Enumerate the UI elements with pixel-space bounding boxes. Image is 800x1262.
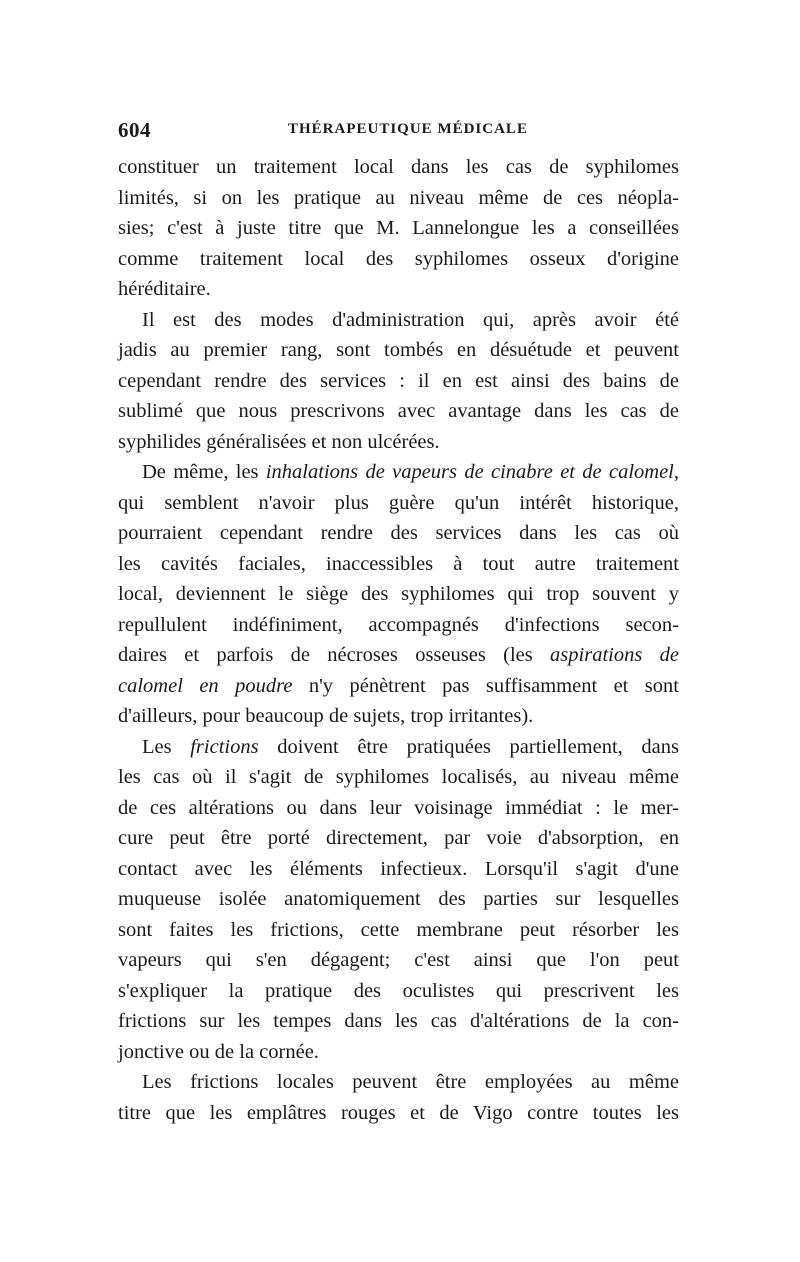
paragraph-start-line: Les frictions doivent être pratiquées partiellement, dans: [142, 735, 679, 758]
paragraph-start-line: Il est des modes d'administration qui, après avoir été: [142, 308, 679, 331]
text-line: frictions sur les tempes dans les cas d'altérations de la con-: [118, 1010, 679, 1032]
text-line: d'ailleurs, pour beaucoup de sujets, trop irritantes).: [118, 705, 534, 727]
body-text: [118, 152, 679, 1128]
text-line: vapeurs qui s'en dégagent; c'est ainsi que l'on peut: [118, 949, 679, 971]
text-line: s'expliquer la pratique des oculistes qui prescrivent les: [118, 979, 679, 1002]
text-line: sublimé que nous prescrivons avec avantage dans les cas de: [118, 400, 679, 422]
text-line: syphilides généralisées et non ulcérées.: [118, 430, 440, 453]
page-header: [118, 118, 678, 144]
text-line: calomel en poudre n'y pénètrent pas suffisamment et sont: [118, 674, 679, 697]
text-line: comme traitement local des syphilomes osseux d'origine: [118, 247, 679, 270]
text-line: contact avec les éléments infectieux. Lorsqu'il s'agit d'une: [118, 857, 679, 880]
text-line: jonctive ou de la cornée.: [118, 1040, 319, 1063]
text-line: de ces altérations ou dans leur voisinage immédiat : le mer-: [118, 796, 679, 819]
text-line: sont faites les frictions, cette membrane peut résorber les: [118, 918, 679, 941]
text-line: pourraient cependant rendre des services dans les cas où: [118, 522, 679, 544]
text-line: local, deviennent le siège des syphilomes qui trop souvent y: [118, 583, 679, 605]
italic-phrase: inhalations de vapeurs de cinabre et de calomel: [265, 461, 674, 483]
italic-phrase: calomel en poudre: [118, 674, 293, 697]
text-line: cure peut être porté directement, par voie d'absorption, en: [118, 827, 679, 849]
paragraph-start-line: Les frictions locales peuvent être employées au même: [142, 1071, 679, 1093]
paragraph-start-line: De même, les inhalations de vapeurs de cinabre et de calomel,: [142, 461, 679, 483]
text-line: muqueuse isolée anatomiquement des parties sur lesquelles: [118, 888, 679, 910]
text-line: les cas où il s'agit de syphilomes localisés, au niveau même: [118, 766, 679, 788]
text-line: héréditaire.: [118, 278, 211, 300]
italic-phrase: aspirations de: [550, 644, 679, 666]
text-line: cependant rendre des services : il en est ainsi des bains de: [118, 369, 679, 392]
text-line: les cavités faciales, inaccessibles à tout autre traitement: [118, 552, 679, 575]
italic-phrase: frictions: [190, 735, 259, 758]
text-line: daires et parfois de nécroses osseuses (les aspirations de: [118, 644, 679, 666]
text-line: limités, si on les pratique au niveau même de ces néopla-: [118, 186, 679, 209]
text-line: jadis au premier rang, sont tombés en désuétude et peuvent: [118, 339, 679, 361]
text-line: qui semblent n'avoir plus guère qu'un intérêt historique,: [118, 491, 679, 514]
running-title: THÉRAPEUTIQUE MÉDICALE: [288, 121, 528, 137]
text-line: constituer un traitement local dans les cas de syphilomes: [118, 156, 679, 178]
text-line: repullulent indéfiniment, accompagnés d'infections secon-: [118, 613, 679, 636]
text-line: titre que les emplâtres rouges et de Vigo contre toutes les: [118, 1101, 679, 1124]
page-number: 604: [118, 118, 151, 142]
text-line: sies; c'est à juste titre que M. Lannelongue les a conseillées: [118, 217, 679, 239]
